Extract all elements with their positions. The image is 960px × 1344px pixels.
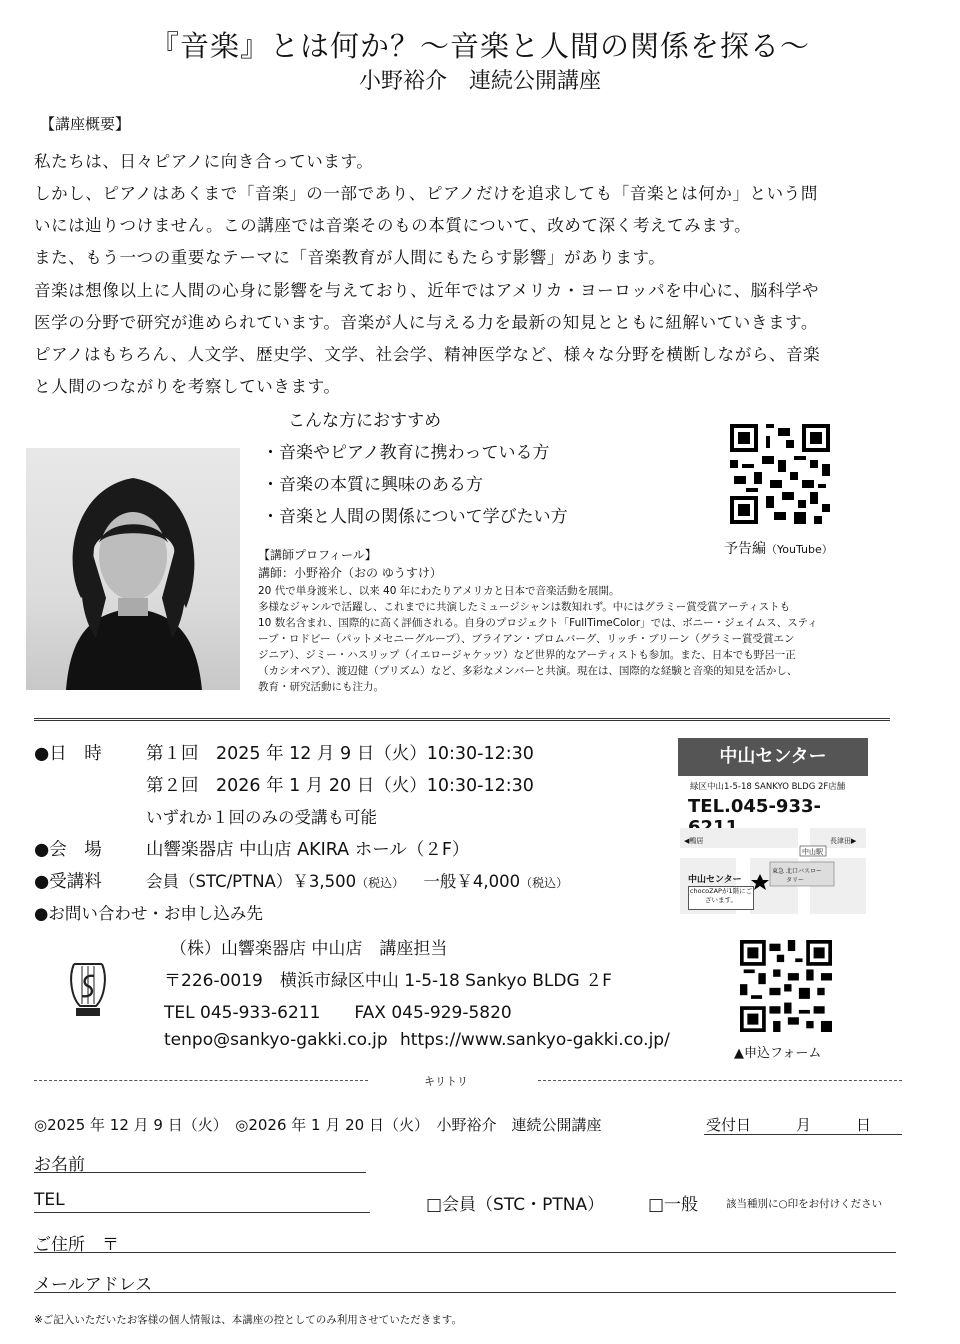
contact-url[interactable]: https://www.sankyo-gakki.co.jp/ (400, 1030, 670, 1050)
contact-company: （株）山響楽器店 中山店 講座担当 (170, 939, 448, 959)
recommend-heading: こんな方におすすめ (288, 411, 442, 431)
profile-line: 教育・研究活動にも注力。 (258, 681, 384, 693)
map-address: 緑区中山1-5-18 SANKYO BLDG 2F店舗 (690, 782, 846, 792)
profile-heading: 【講師プロフィール】 (258, 548, 377, 562)
application-form-qr-code[interactable] (740, 940, 832, 1032)
email-label: メールアドレス (34, 1275, 153, 1295)
application-form-label: ▲申込フォーム (734, 1046, 822, 1061)
profile-line: 多様なジャンルで活躍し、これまでに共演したミュージシャンは数知れず。中にはグラミー賞受賞アーティストも (258, 601, 791, 613)
name-field[interactable] (34, 1172, 366, 1173)
store-map (678, 738, 868, 914)
cut-label: キリトリ (424, 1075, 468, 1088)
fee-label: ●受講料 (34, 872, 102, 892)
venue: 山響楽器店 中山店 AKIRA ホール（２F） (146, 840, 470, 860)
profile-line: 講師：小野裕介（おの ゆうすけ） (258, 566, 442, 580)
session-note: いずれか１回のみの受講も可能 (146, 808, 377, 827)
map-drawing (680, 828, 866, 914)
fee-general: 一般￥4,000 (423, 872, 521, 891)
overview-line: ピアノはもちろん、人文学、歴史学、文学、社会学、精神医学など、様々な分野を横断しながら、音楽 (34, 345, 821, 364)
option-note: 該当種別に○印をお付けください (726, 1198, 883, 1210)
map-center-label: 中山センター (688, 875, 742, 885)
section-divider (34, 718, 890, 721)
received-underline (704, 1134, 902, 1135)
recommend-item: ・音楽と人間の関係について学びたい方 (262, 507, 568, 527)
map-choco-note: chocoZAPが1階にございます。 (688, 886, 754, 910)
recommend-item: ・音楽の本質に興味のある方 (262, 475, 483, 495)
email-field[interactable] (34, 1292, 896, 1293)
map-tel: TEL.045-933- (688, 796, 821, 817)
profile-line: ジニア）、ジミー・ハスリップ（イエロージャケッツ）など世界的なアーティストも参加。また、日本でも野呂一正 (258, 649, 796, 661)
overview-line: 医学の分野で研究が進められています。音楽が人に与える力を最新の知見とともに紐解いていきます。 (34, 313, 818, 332)
privacy-note: ※ご記入いただいたお客様の個人情報は、本講座の控としてのみ利用させていただきます。 (34, 1314, 462, 1326)
cut-line-right (538, 1080, 902, 1081)
fee-member: 会員（STC/PTNA）￥3,500 (146, 872, 357, 891)
address-label: ご住所 〒 (34, 1235, 119, 1255)
profile-line: 10 数名含まれ、国際的に高く評価される。自身のプロジェクト「FullTimeColor」では、ボニー・ジェイムス、スティ (258, 617, 818, 629)
inquiry-label: ●お問い合わせ・お申し込み先 (34, 904, 263, 923)
address-field[interactable] (34, 1252, 896, 1253)
general-checkbox[interactable]: □一般 (648, 1195, 699, 1215)
lecturer-photo (26, 448, 240, 690)
form-dates: ◎2025 年 12 月 9 日（火） ◎2026 年 1 月 20 日（火） 小野裕介 連続公開講座 (34, 1116, 602, 1134)
fee-values: 会員（STC/PTNA）￥3,500（税込） 一般￥4,000（税込） (146, 872, 569, 891)
session-2: 第２回 2026 年 1 月 20 日（火）10:30-12:30 (146, 776, 534, 796)
form-received-date: 受付日 月 日 (706, 1116, 872, 1134)
sankyo-lyre-logo (66, 958, 110, 1020)
page-subtitle: 小野裕介 連続公開講座 (358, 69, 601, 94)
profile-line: （カシオペア）、渡辺健（プリズム）など、多彩なメンバーと共演。現在は、国際的な経験と音楽的知見を活かし、 (258, 665, 798, 677)
name-label: お名前 (34, 1155, 85, 1175)
map-bus: 北口バスロータリー (786, 868, 823, 884)
overview-line: また、もう一つの重要なテーマに「音楽教育が人間にもたらす影響」があります。 (34, 248, 666, 267)
cut-line-left (34, 1080, 368, 1081)
contact-phone-fax: TEL 045-933-6211 FAX 045-929-5820 (164, 1003, 512, 1023)
datetime-label: ●日 時 (34, 744, 102, 764)
profile-line: 20 代で単身渡米し、以来 40 年にわたりアメリカと日本で音楽活動を展開。 (258, 585, 620, 597)
tel-label: TEL (34, 1190, 65, 1210)
overview-line: 私たちは、日々ピアノに向き合っています。 (34, 152, 374, 171)
overview-line: しかし、ピアノはあくまで「音楽」の一部であり、ピアノだけを追求しても「音楽とは何か」という問 (34, 184, 818, 203)
tel-field[interactable] (34, 1212, 370, 1213)
map-label-right: 長津田▶ (830, 837, 857, 845)
map-title: 中山センター (678, 738, 868, 776)
member-checkbox[interactable]: □会員（STC・PTNA） (426, 1195, 605, 1215)
overview-heading: 【講座概要】 (40, 115, 131, 133)
page-title: 『音楽』とは何か？～音楽と人間の関係を探る～ (149, 29, 810, 63)
overview-line: と人間のつながりを考察していきます。 (34, 377, 341, 396)
map-tokyu: 東急 (772, 868, 785, 875)
contact-address: 〒226-0019 横浜市緑区中山 1-5-18 Sankyo BLDG ２F (164, 971, 612, 991)
youtube-qr-code[interactable] (730, 424, 830, 524)
youtube-qr-caption: 予告編（YouTube） (724, 541, 833, 557)
contact-email[interactable]: tenpo@sankyo-gakki.co.jp (164, 1030, 388, 1050)
profile-line: ーブ・ロドビー（パットメセニーグループ）、ブライアン・ブロムバーグ、リッチ・ブリーン（グラミー賞受賞エン (258, 633, 795, 645)
map-label-left: ◀鴨居 (684, 837, 704, 845)
session-1: 第１回 2025 年 12 月 9 日（火）10:30-12:30 (146, 744, 534, 764)
venue-label: ●会 場 (34, 840, 102, 860)
recommend-item: ・音楽やピアノ教育に携わっている方 (262, 443, 550, 463)
overview-line: 音楽は想像以上に人間の心身に影響を与えており、近年ではアメリカ・ヨーロッパを中心に、脳科学や (34, 281, 820, 300)
map-station: 中山駅 (802, 848, 823, 856)
overview-line: いには辿りつけません。この講座では音楽そのもの本質について、改めて深く考えてみます。 (34, 216, 752, 235)
